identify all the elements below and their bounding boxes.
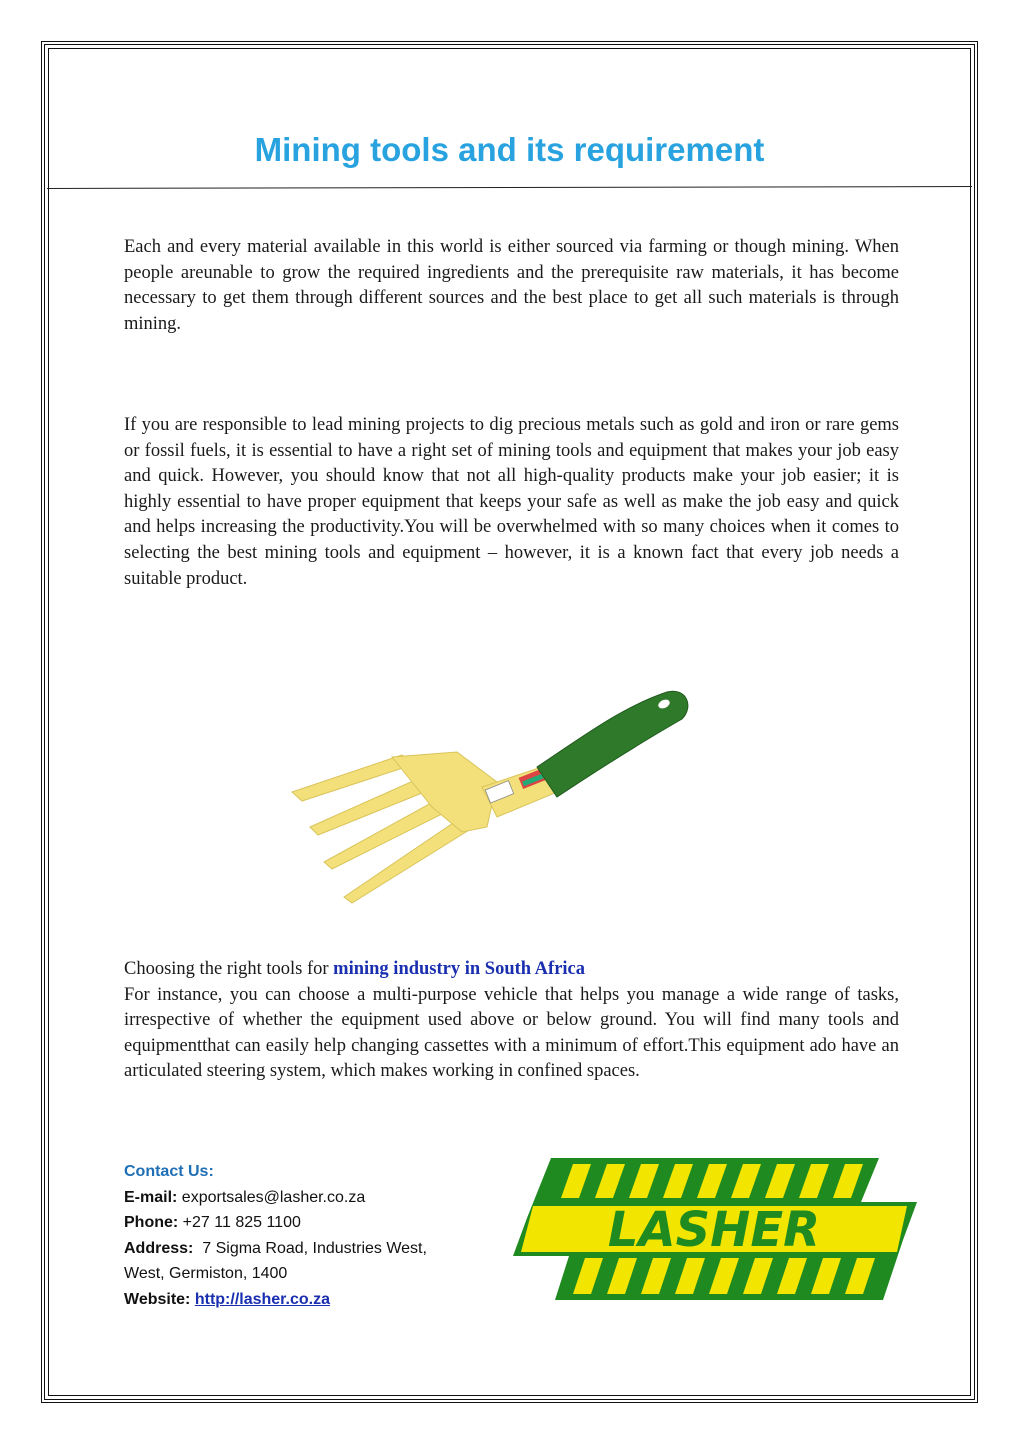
email-line <box>124 1185 484 1211</box>
email-value: exportsales@lasher.co.za <box>181 1188 366 1206</box>
email-label: E-mail: <box>124 1188 178 1206</box>
page-title: Mining tools and its requirement <box>254 131 765 168</box>
website-link[interactable]: http://lasher.co.za <box>194 1290 330 1308</box>
document-page <box>47 47 972 1397</box>
paragraph-intro: Each and every material available in this world is either sourced via farming or though mining. When people areunable to grow the required ingredients and the prerequisite raw materials, it has become necessary to get them through different sources and the best place to get all such materials is through mining. <box>124 237 899 334</box>
website-line <box>124 1287 484 1313</box>
mining-industry-link[interactable]: mining industry in South Africa <box>333 959 586 979</box>
address-line2: West, Germiston, 1400 <box>124 1265 288 1282</box>
phone-label: Phone: <box>124 1214 179 1231</box>
paragraph-choosing <box>124 957 899 1085</box>
address-label: Address: <box>124 1239 194 1257</box>
contact-heading: Contact Us: <box>124 1163 214 1180</box>
address-line1: 7 Sigma Road, Industries West, <box>202 1239 427 1257</box>
lasher-logo <box>511 1154 919 1300</box>
title-divider <box>47 186 972 189</box>
paragraph-projects: If you are responsible to lead mining projects to dig precious metals such as gold and iron or rare gems or fossil fuels, it is essential to have a right set of mining tools and equipment that makes your job easy and quick. However, you should know that not all high-quality products make your job easier; it is highly essential to have proper equipment that keeps your safe as well as make the job easy and quick and helps increasing the productivity.You will be overwhelmed with so many choices when it comes to selecting the best mining tools and equipment – however, it is a known fact that every job needs a suitable product. <box>124 415 899 589</box>
logo-text: LASHER <box>607 1202 821 1258</box>
section-lead: Choosing the right tools for <box>124 959 334 979</box>
phone-value: +27 11 825 1100 <box>182 1214 301 1231</box>
address-line <box>124 1236 484 1262</box>
hand-fork-image <box>282 657 692 907</box>
phone-line <box>124 1210 484 1236</box>
website-label: Website: <box>124 1290 191 1308</box>
contact-block <box>124 1159 484 1312</box>
paragraph-vehicle: For instance, you can choose a multi-purpose vehicle that helps you manage a wide range of tasks, irrespective of whether the equipment used above or below ground. You will find many tools and equipmentthat can easily help changing cassettes with a minimum of effort.This equipment ado have an articulated steering system, which makes working in confined spaces. <box>124 984 899 1082</box>
